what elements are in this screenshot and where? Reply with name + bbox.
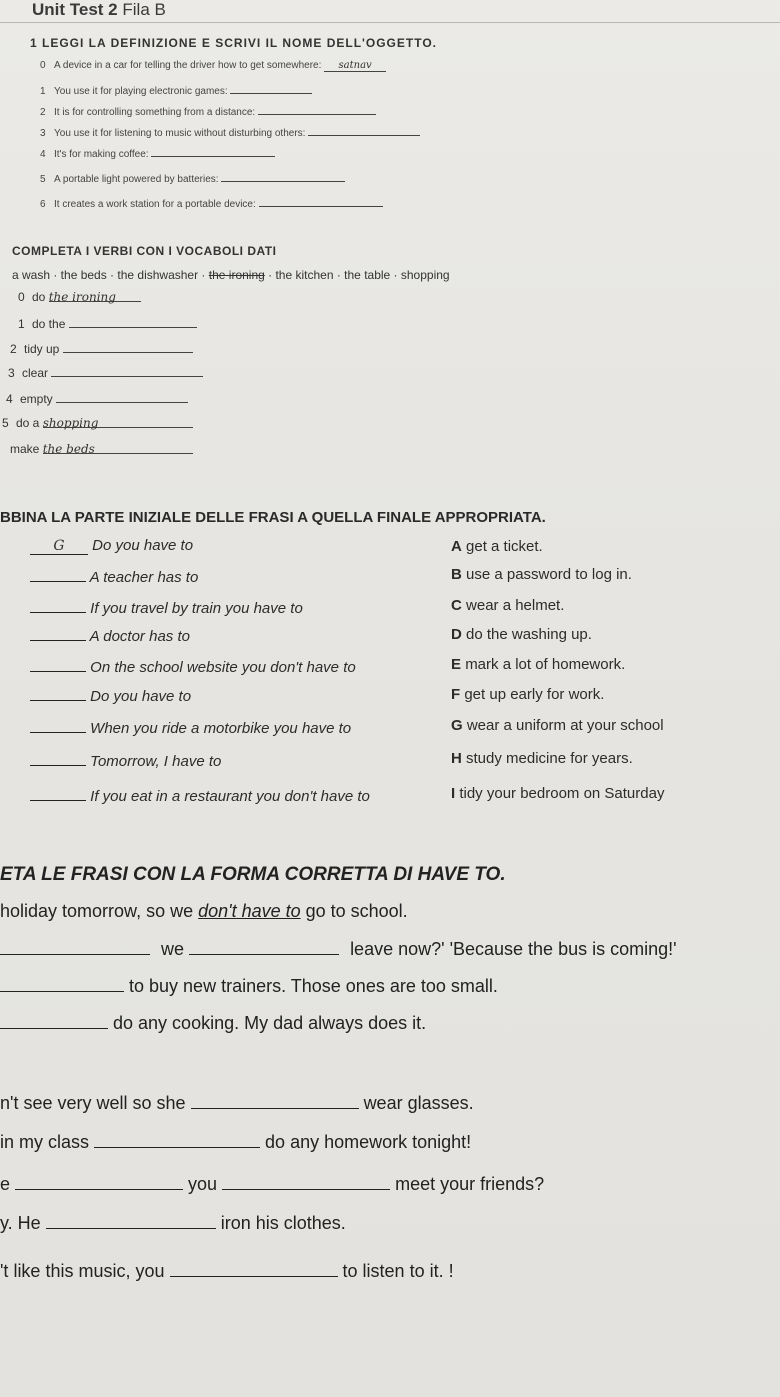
s2-item-0: 0 do the ironing [18,290,141,304]
s4-blank-6b[interactable] [222,1173,390,1190]
s4-line-1: we leave now?' 'Because the bus is coming!' [0,938,677,960]
s3-right-F: F get up early for work. [451,686,605,703]
s1-answer-3[interactable] [308,124,420,136]
s1-answer-2[interactable] [258,103,376,115]
s4-line-0: holiday tomorrow, so we don't have to go to school. [0,901,408,921]
s2-answer-6[interactable]: the beds [43,442,193,454]
s2-item-5: 5 do a shopping [2,416,193,430]
s3-answer-5[interactable] [30,684,86,701]
section4-title: ETA LE FRASI CON LA FORMA CORRETTA DI HAVE TO. [0,864,506,885]
s3-answer-4[interactable] [30,655,86,672]
s4-line-6: e you meet your friends? [0,1174,545,1194]
header-divider [0,22,780,23]
s1-item-3: 3 You use it for listening to music without disturbing others: [40,124,420,139]
s3-answer-0[interactable]: G [30,538,88,555]
s2-answer-1[interactable] [69,316,197,328]
s2-answer-5[interactable]: shopping [43,416,193,428]
word-bank-crossed: the ironing [208,268,265,282]
s4-blank-2[interactable] [0,975,124,992]
s3-left-7: Tomorrow, I have to [30,749,221,770]
s3-right-A: A get a ticket. [451,538,543,555]
s1-answer-4[interactable] [151,145,275,157]
s3-right-H: H study medicine for years. [451,750,633,767]
s4-line-4: n't see very well so she wear glasses. [0,1093,474,1113]
section3-title: BBINA LA PARTE INIZIALE DELLE FRASI A QUELLA FINALE APPROPRIATA. [0,509,546,526]
s2-item-2: 2 tidy up [10,341,193,356]
s4-line-7: y. He iron his clothes. [0,1213,346,1233]
s1-item-2: 2 It is for controlling something from a distance: [40,103,376,118]
s2-item-4: 4 empty [6,391,188,406]
s3-answer-1[interactable] [30,565,86,582]
s4-blank-7[interactable] [46,1212,216,1229]
s3-left-4: On the school website you don't have to [30,655,356,676]
word-bank: a wash · the beds · the dishwasher · the ironing · the kitchen · the table · shopping [12,268,450,282]
s3-right-G: G wear a uniform at your school [451,717,664,734]
s3-answer-7[interactable] [30,749,86,766]
s3-right-C: C wear a helmet. [451,597,565,614]
s1-item-4: 4 It's for making coffee: [40,145,275,160]
s4-blank-5[interactable] [94,1131,260,1148]
s2-item-6: make the beds [10,442,193,456]
s3-left-3: A doctor has to [30,624,190,645]
s1-answer-5[interactable] [221,170,345,182]
unit-label: Unit Test 2 [32,0,118,19]
s4-line-5: in my class do any homework tonight! [0,1132,472,1152]
s1-item-0: 0 A device in a car for telling the driver how to get somewhere: satnav [40,60,386,72]
s1-item-5: 5 A portable light powered by batteries: [40,170,345,185]
s1-answer-0[interactable]: satnav [324,60,386,72]
s2-item-1: 1 do the [18,316,197,331]
s3-left-2: If you travel by train you have to [30,596,303,617]
s2-item-3: 3 clear [8,365,203,380]
s2-answer-4[interactable] [56,391,188,403]
s4-line-8: 't like this music, you to listen to it. ! [0,1261,454,1281]
page-title [32,0,166,20]
section1-title: 1 LEGGI LA DEFINIZIONE E SCRIVI IL NOME DELL'OGGETTO. [30,36,437,50]
s4-blank-1b[interactable] [189,938,339,955]
s4-blank-4[interactable] [191,1092,359,1109]
s4-line-2: to buy new trainers. Those ones are too small. [0,975,498,997]
s3-right-E: E mark a lot of homework. [451,656,626,673]
s3-answer-6[interactable] [30,716,86,733]
s3-answer-2[interactable] [30,596,86,613]
s3-left-5: Do you have to [30,684,191,705]
s3-left-1: A teacher has to [30,565,198,586]
s4-blank-8[interactable] [170,1260,338,1277]
s1-item-1: 1 You use it for playing electronic games: [40,82,312,97]
s1-answer-6[interactable] [259,195,383,207]
s4-blank-1a[interactable] [0,938,150,955]
s4-line-3: do any cooking. My dad always does it. [0,1012,426,1034]
fila-label: Fila B [122,0,166,19]
s3-left-0: G Do you have to [30,537,193,555]
section2-title: COMPLETA I VERBI CON I VOCABOLI DATI [12,244,277,258]
s1-answer-1[interactable] [230,82,312,94]
s3-right-D: D do the washing up. [451,626,592,643]
s3-answer-8[interactable] [30,784,86,801]
s3-left-8: If you eat in a restaurant you don't have to [30,784,370,805]
s4-blank-3[interactable] [0,1012,108,1029]
s3-answer-3[interactable] [30,624,86,641]
s3-left-6: When you ride a motorbike you have to [30,716,351,737]
s2-answer-0[interactable]: the ironing [49,290,141,302]
s3-right-I: I tidy your bedroom on Saturday [451,785,665,802]
s4-blank-6a[interactable] [15,1173,183,1190]
s3-right-B: B use a password to log in. [451,566,632,583]
s1-item-6: 6 It creates a work station for a portable device: [40,195,383,210]
s2-answer-2[interactable] [63,341,193,353]
s2-answer-3[interactable] [51,365,203,377]
s4-answer-0[interactable]: don't have to [198,901,301,921]
